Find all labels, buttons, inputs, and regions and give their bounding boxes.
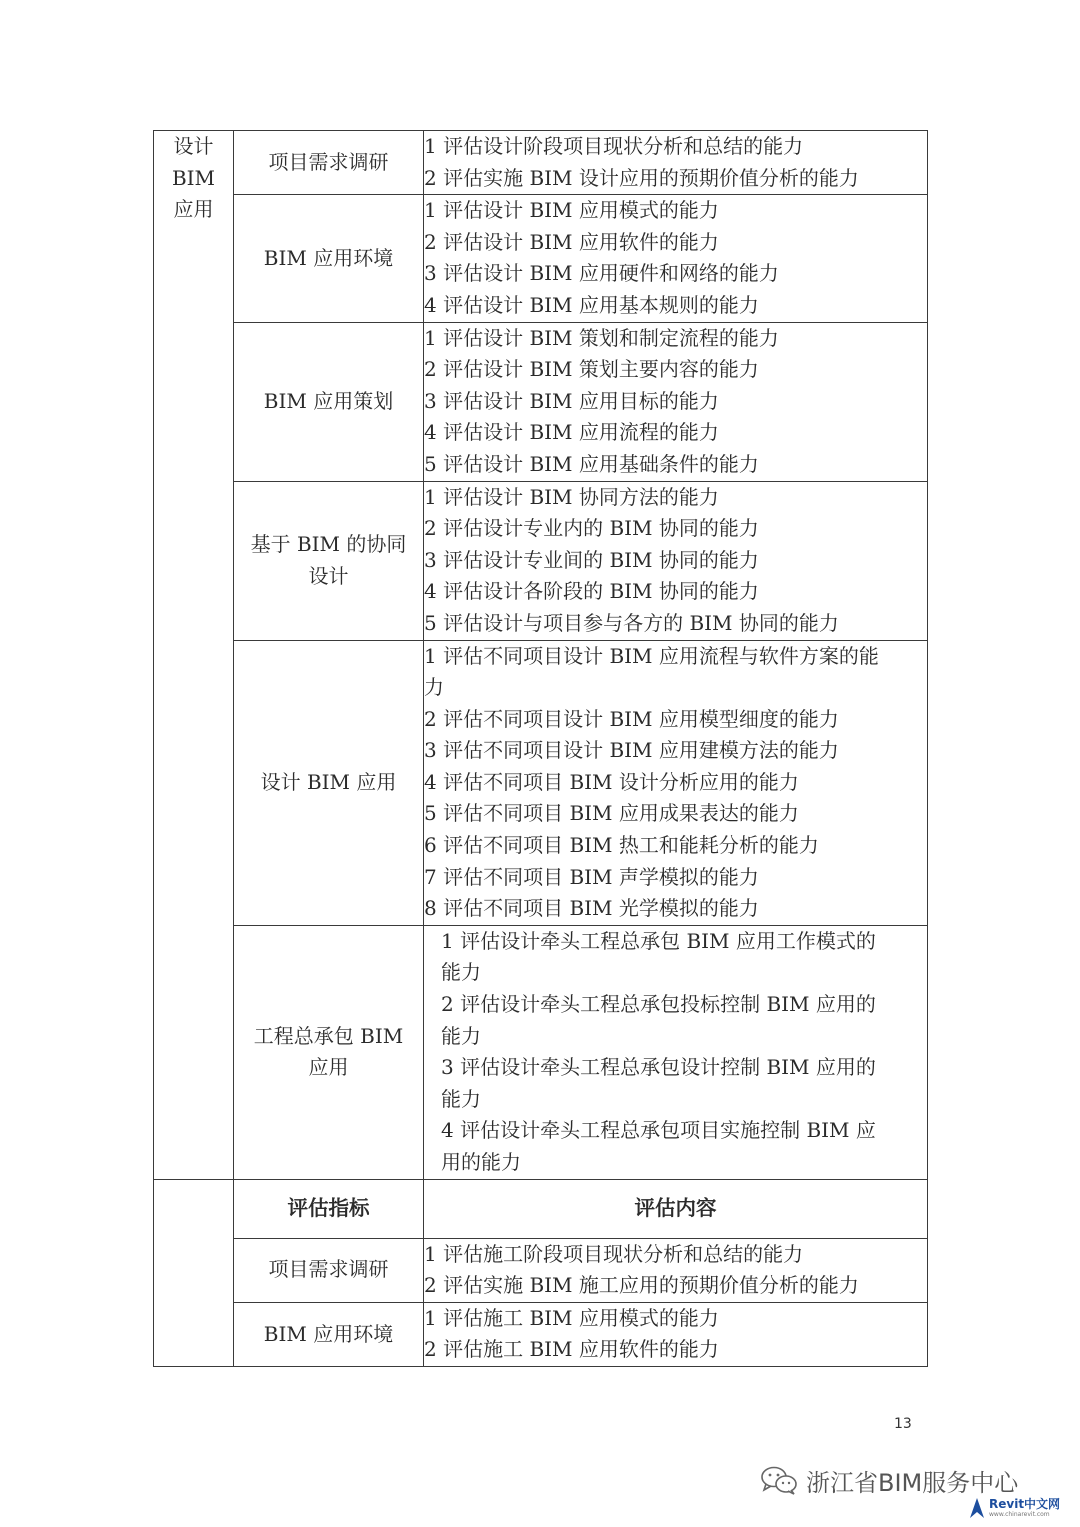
content-line: 4 评估设计 BIM 应用流程的能力: [424, 420, 719, 445]
table-row: [154, 195, 928, 322]
indicator-cell: [234, 131, 424, 195]
content-cell: [424, 131, 928, 195]
content-line: 3 评估设计牵头工程总承包设计控制 BIM 应用的: [441, 1055, 876, 1080]
content-line: 力: [424, 675, 444, 700]
content-line: 2 评估实施 BIM 施工应用的预期价值分析的能力: [424, 1273, 859, 1298]
content-line: 1 评估施工 BIM 应用模式的能力: [424, 1305, 719, 1330]
category-cell: [154, 131, 234, 1180]
content-line: 1 评估设计牵头工程总承包 BIM 应用工作模式的: [441, 928, 876, 953]
content-cell: [424, 1302, 928, 1366]
header-indicator: 评估指标: [234, 1179, 424, 1238]
content-cell: [424, 640, 928, 925]
wechat-icon: [760, 1465, 798, 1495]
header-content: 评估内容: [424, 1179, 928, 1238]
indicator-cell: [234, 322, 424, 481]
content-line: 1 评估设计阶段项目现状分析和总结的能力: [424, 134, 804, 158]
category-label: 应用: [173, 197, 214, 222]
content-line: 能力: [441, 1086, 481, 1111]
table-row: [154, 131, 928, 195]
content-line: 1 评估设计 BIM 应用模式的能力: [424, 198, 719, 223]
content-cell: [424, 481, 928, 640]
content-line: 2 评估实施 BIM 设计应用的预期价值分析的能力: [424, 165, 859, 190]
content-line: 2 评估不同项目设计 BIM 应用模型细度的能力: [424, 706, 839, 731]
content-line: 用的能力: [441, 1150, 521, 1174]
content-line: 8 评估不同项目 BIM 光学模拟的能力: [424, 896, 759, 921]
indicator-name: 项目需求调研: [268, 149, 389, 174]
content-cell: [424, 322, 928, 481]
content-cell: [424, 925, 928, 1179]
content-line: 5 评估不同项目 BIM 应用成果表达的能力: [424, 801, 799, 826]
content-line: 2 评估施工 BIM 应用软件的能力: [424, 1337, 719, 1362]
indicator-cell: [234, 925, 424, 1179]
table-row: [154, 925, 928, 1179]
content-line: 7 评估不同项目 BIM 声学模拟的能力: [424, 864, 759, 889]
indicator-name: 设计: [308, 563, 349, 588]
category-label: BIM: [171, 165, 216, 190]
content-line: 2 评估设计 BIM 应用软件的能力: [424, 229, 719, 254]
indicator-name: 工程总承包 BIM: [253, 1023, 404, 1048]
content-line: 4 评估设计 BIM 应用基本规则的能力: [424, 292, 759, 317]
indicator-cell: [234, 640, 424, 925]
category-cell-empty: [154, 1179, 234, 1366]
revit-logo-mark-icon: [968, 1497, 986, 1519]
content-line: 1 评估设计 BIM 协同方法的能力: [424, 484, 719, 509]
table-row: [154, 481, 928, 640]
table-row: [154, 1238, 928, 1302]
content-line: 能力: [441, 1023, 481, 1048]
content-line: 1 评估设计 BIM 策划和制定流程的能力: [424, 325, 779, 350]
indicator-name: BIM 应用环境: [263, 1321, 394, 1346]
content-line: 2 评估设计 BIM 策划主要内容的能力: [424, 357, 759, 382]
content-line: 4 评估设计牵头工程总承包项目实施控制 BIM 应: [441, 1118, 876, 1143]
content-line: 2 评估设计专业内的 BIM 协同的能力: [424, 516, 759, 541]
content-line: 2 评估设计牵头工程总承包投标控制 BIM 应用的: [441, 992, 876, 1017]
indicator-name: BIM 应用策划: [263, 388, 394, 413]
indicator-name: 应用: [308, 1055, 349, 1080]
content-line: 5 评估设计 BIM 应用基础条件的能力: [424, 451, 759, 476]
content-cell: [424, 195, 928, 322]
indicator-cell: [234, 195, 424, 322]
content-line: 6 评估不同项目 BIM 热工和能耗分析的能力: [424, 833, 819, 858]
revit-logo: [968, 1493, 1060, 1523]
evaluation-table: [153, 130, 928, 1367]
indicator-cell: [234, 481, 424, 640]
content-line: 能力: [441, 960, 481, 985]
table-row: [154, 640, 928, 925]
evaluation-table-body: [154, 131, 928, 1367]
indicator-name: 设计 BIM 应用: [260, 769, 397, 794]
indicator-name: 项目需求调研: [268, 1257, 389, 1282]
page-number: 13: [894, 1416, 912, 1432]
content-line: 3 评估不同项目设计 BIM 应用建模方法的能力: [424, 738, 839, 763]
table-row: [154, 322, 928, 481]
content-line: 5 评估设计与项目参与各方的 BIM 协同的能力: [424, 610, 839, 635]
content-line: 1 评估施工阶段项目现状分析和总结的能力: [424, 1241, 804, 1266]
header-row: [154, 1179, 928, 1238]
indicator-name: 基于 BIM 的协同: [250, 531, 407, 556]
content-line: 1 评估不同项目设计 BIM 应用流程与软件方案的能: [424, 643, 879, 668]
indicator-cell: [234, 1302, 424, 1366]
logo-url: www.chinarevit.com: [989, 1511, 1050, 1518]
logo-title: Revit中文网: [989, 1497, 1061, 1511]
content-line: 4 评估不同项目 BIM 设计分析应用的能力: [424, 769, 799, 794]
table-row: [154, 1302, 928, 1366]
content-line: 3 评估设计 BIM 应用硬件和网络的能力: [424, 261, 779, 286]
watermark-text: 浙江省BIM服务中心: [806, 1468, 1019, 1497]
content-line: 4 评估设计各阶段的 BIM 协同的能力: [424, 579, 759, 604]
indicator-cell: [234, 1238, 424, 1302]
content-line: 3 评估设计 BIM 应用目标的能力: [424, 388, 719, 413]
indicator-name: BIM 应用环境: [263, 245, 394, 270]
category-label: 设计: [173, 134, 214, 158]
content-line: 3 评估设计专业间的 BIM 协同的能力: [424, 547, 759, 572]
content-cell: [424, 1238, 928, 1302]
